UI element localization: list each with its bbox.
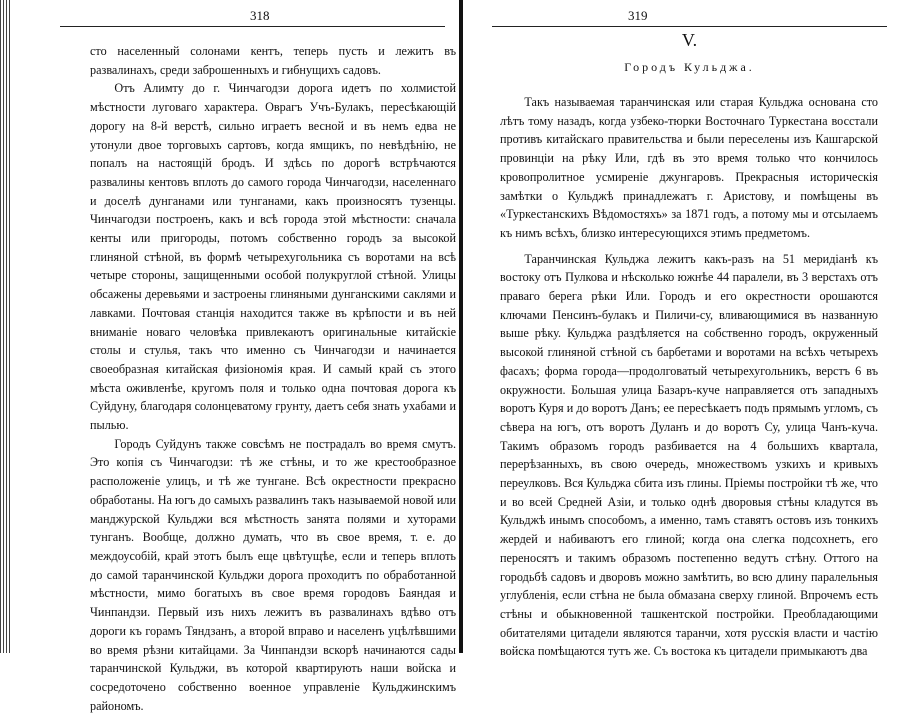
paragraph: сто населенный солонами кентъ, теперь пусть и лежитъ въ развалинахъ, среди заброшенныхъ и гибнущихъ садовъ. <box>90 44 456 77</box>
paragraph: Такъ называемая таранчинская или старая Кульджа основана сто лѣтъ тому назадъ, когда узбеко-тюрки Восточнаго Туркестана восстали противъ китайскаго правительства и были переселены изъ Кашгарской провинціи на рѣку Или, гдѣ въ это время только что кончилось кровопролитное усмиреніе джунгаровъ. Прекрасныя историческія замѣтки о Кульджѣ принадлежатъ г. Аристову, и помѣщены въ «Туркестанскихъ Вѣдомостяхъ» за 1871 годъ, а потому мы и отсылаемъ къ нимъ всѣхъ, близко интересующихся этимъ предметомъ. <box>500 95 878 240</box>
page-edge-shadow <box>0 0 10 653</box>
paragraph: Таранчинская Кульджа лежитъ какъ-разъ на 51 меридіанѣ къ востоку отъ Пулкова и нѣсколько южнѣе 44 паралели, въ 3 верстахъ отъ праваго берега рѣки Или. Городъ и его окрестности орошаются ключами Пенсинъ-булакъ и Пиличи-су, вливающимися въ названную выше рѣку. Кульджа раздѣляется на собственно городъ, окруженный высокой глиняной стѣной съ барбетами и воротами на всѣхъ четырехъ фасахъ; форма города—продолговатый четырехугольникъ, верстъ 6 въ окружности. Большая улица Базаръ-куче направляется отъ западныхъ воротъ Куря и до воротъ Данъ; ее пересѣкаетъ подъ прямымъ угломъ, съ сѣвера на югъ, отъ воротъ Дуланъ и до воротъ Су, улица Чанъ-куча. Такимъ образомъ городъ разбивается на 4 большихъ квартала, перерѣзанныхъ, въ свою очередь, множествомъ узкихъ и кривыхъ переулковъ. Вся Кульджа сбита изъ глины. Пріемы постройки тѣ же, что и во всей Средней Азіи, и только однѣ дворовыя стѣны кладутся въ Кульджѣ инымъ способомъ, а именно, тамъ ставятъ остовъ изъ тонкихъ жердей и набиваютъ его глиной; когда она слегка подсохнетъ, его переносятъ и такимъ образомъ постепенно ведутъ стѣну. Оттого на городьбѣ садовъ и дворовъ можно замѣтить, во всю длину паралельныя углубленія, если стѣна не была обмазана сверху глиной. Впрочемъ есть стѣны и обыкновенной ташкентской постройки. Преобладающими обитателями цитадели являются таранчи, хотя русскія власти и частію войска помѣщаются тутъ же. Съ востока къ цитадели примыкаютъ два <box>500 251 878 659</box>
right-page-body <box>500 93 878 661</box>
page-number-right: 319 <box>628 8 648 23</box>
chapter-title: Городъ Кульджа. <box>624 60 755 74</box>
book-gutter <box>459 0 463 653</box>
page-number-left: 318 <box>250 8 270 23</box>
paragraph: Городъ Суйдунъ также совсѣмъ не пострадалъ во время смутъ. Это копія съ Чинчагодзи: тѣ же стѣны, и то же крестообразное расположеніе улицъ, и тѣ же тунгане. Всѣ окрестности прекрасно обработаны. На югъ до самыхъ развалинъ такъ называемой новой или манджурской Кульджи вся мѣстность занята полями и хуторами тунганъ. Вообще, должно думать, что въ свое время, т. е. до междоусобій, край этотъ былъ еще цвѣтущѣе, если и теперь вплоть до самой таранчинской Кульджи дорога проходитъ по обработанной мѣстности, мимо богатыхъ въ свое время городовъ Баяндая и Чинпандзи. Первый изъ нихъ лежитъ въ развалинахъ вдѣво отъ дороги къ горамъ Тяндзанъ, а второй вправо и населенъ уцѣлѣвшими во время рѣзни китайцами. За Чинпандзи вскорѣ начинаются сады таранчинской Кульджи, въ которой квартирують наши войска и сосредоточено собственно военное управленіе Кульджинскимъ райономъ. <box>90 436 456 713</box>
header-rule-left <box>60 26 445 27</box>
chapter-number: V. <box>681 30 698 50</box>
paragraph: Отъ Алимту до г. Чинчагодзи дорога идетъ по холмистой мѣстности луговаго характера. Оврагъ Учъ-Булакъ, пересѣкающій дорогу на 8-й верстѣ, сильно играетъ весной и въ немъ едва не утонули двое торговыхъ сартовъ, когда ямщикъ, по невѣдѣнію, не попалъ на настоящій бродъ. И здѣсь по дорогѣ встрѣчаются развалины кентовъ вплоть до самого города Чинчагодзи, населеннаго и доселѣ дунганами или тунганами, какъ произносятъ тузенцы. Чинчагодзи построенъ, какъ и всѣ города этой мѣстности: сначала кенты или пригороды, потомъ собственно городъ за высокой глиняной стѣной, въ формѣ четырехугольника съ воротами на всѣ четыре стороны, защищенными особой полукруглой стѣной. Улицы обсажены деревьями и застроены глиняными дунганскими саклями и лавками. Почтовая станція находится также въ крѣпости и въ ней вниманіе новаго человѣка привлекаютъ оригинальные китайскіе столы и стулья, такъ что именно съ Чинчагодзи и начинается своеобразная китайская физіономія края. И самый край съ этого мѣста оживленѣе, кругомъ поля и только одна почтовая дорога къ Суйдуну, благодаря солонцеватому грунту, даетъ себя знать ухабами и пылью. <box>90 81 456 433</box>
header-rule-right <box>492 26 887 27</box>
left-page-body <box>90 42 456 715</box>
